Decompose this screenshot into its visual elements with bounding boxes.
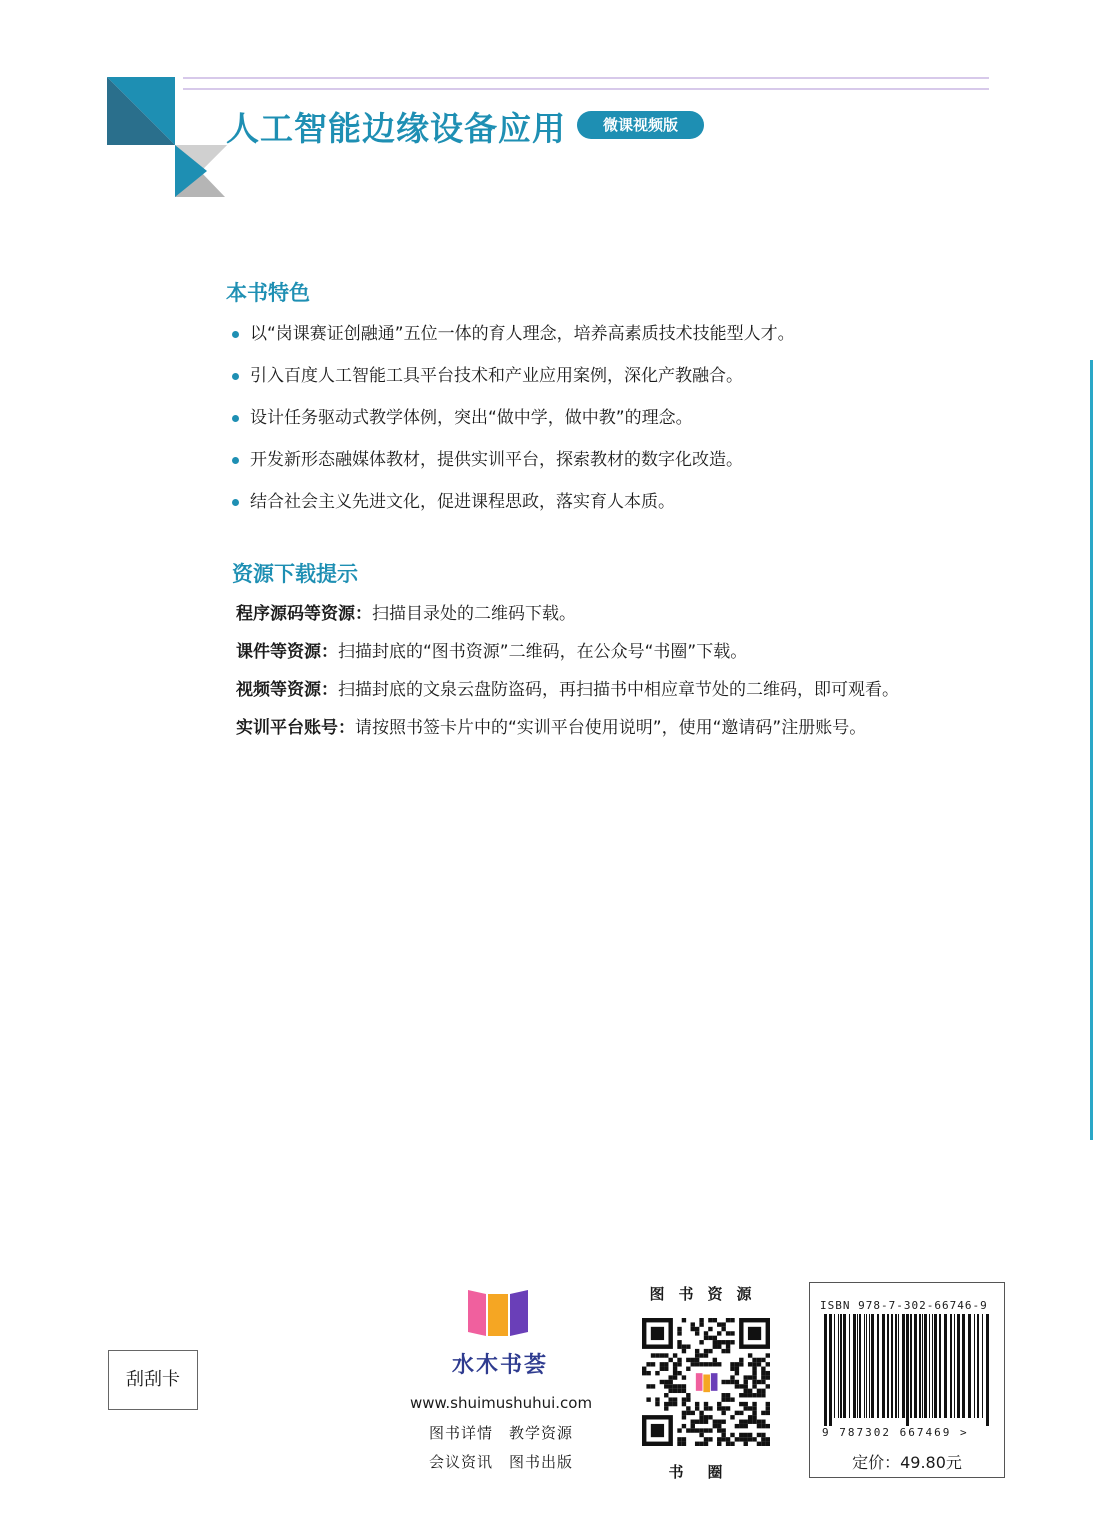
bullet-icon xyxy=(232,499,239,506)
scratch-card[interactable]: 刮刮卡 xyxy=(108,1350,198,1410)
resource-row xyxy=(236,714,1036,752)
feature-text: 以“岗课赛证创融通”五位一体的育人理念，培养高素质技术技能型人才。 xyxy=(250,324,795,344)
resource-label: 课件等资源： xyxy=(236,642,338,662)
triangle-decoration xyxy=(107,77,229,199)
bullet-icon xyxy=(232,457,239,464)
barcode-digits: 9 787302 667469 > xyxy=(822,1426,969,1439)
list-item xyxy=(232,362,992,404)
feature-text: 引入百度人工智能工具平台技术和产业应用案例，深化产教融合。 xyxy=(250,366,743,386)
feature-text: 结合社会主义先进文化，促进课程思政，落实育人本质。 xyxy=(250,492,675,512)
qr-bottom-label: 书圈 xyxy=(668,1463,747,1481)
list-item xyxy=(232,404,992,446)
resources-list xyxy=(236,600,1036,752)
list-item xyxy=(232,446,992,488)
publisher-links-2: 会议资讯 图书出版 xyxy=(428,1453,573,1471)
publisher-name: 水木书荟 xyxy=(451,1352,548,1378)
resource-row xyxy=(236,638,1036,676)
bullet-icon xyxy=(232,373,239,380)
top-rule-1 xyxy=(183,77,989,79)
feature-text: 设计任务驱动式教学体例，突出“做中学，做中教”的理念。 xyxy=(250,408,693,428)
barcode-icon xyxy=(822,1314,994,1426)
qr-top-label: 图书资源 xyxy=(649,1285,766,1303)
feature-text: 开发新形态融媒体教材，提供实训平台，探索教材的数字化改造。 xyxy=(250,450,743,470)
bullet-icon xyxy=(232,415,239,422)
features-list xyxy=(232,320,992,530)
resource-row xyxy=(236,676,1036,714)
resource-text: 扫描目录处的二维码下载。 xyxy=(372,604,576,624)
resource-text: 扫描封底的文泉云盘防盗码，再扫描书中相应章节处的二维码，即可观看。 xyxy=(338,680,899,700)
book-title: 人工智能边缘设备应用 xyxy=(226,109,566,148)
isbn-text: ISBN 978-7-302-66746-9 xyxy=(820,1299,988,1312)
resource-label: 视频等资源： xyxy=(236,680,338,700)
price-label: 定价：49.80元 xyxy=(852,1453,962,1472)
edition-badge: 微课视频版 xyxy=(577,111,704,139)
resource-text: 扫描封底的“图书资源”二维码，在公众号“书圈”下载。 xyxy=(338,642,748,662)
bullet-icon xyxy=(232,331,239,338)
resource-row xyxy=(236,600,1036,638)
list-item xyxy=(232,488,992,530)
resource-label: 实训平台账号： xyxy=(236,718,355,738)
qr-code-icon[interactable] xyxy=(642,1318,770,1446)
resources-heading: 资源下载提示 xyxy=(232,562,358,586)
top-rule-2 xyxy=(183,88,989,90)
list-item xyxy=(232,320,992,362)
resource-label: 程序源码等资源： xyxy=(236,604,372,624)
resource-text: 请按照书签卡片中的“实训平台使用说明”，使用“邀请码”注册账号。 xyxy=(355,718,867,738)
publisher-links-1: 图书详情 教学资源 xyxy=(428,1424,573,1442)
features-heading: 本书特色 xyxy=(226,281,310,305)
publisher-logo-icon xyxy=(466,1286,530,1340)
publisher-url[interactable]: www.shuimushuhui.com xyxy=(409,1394,593,1412)
